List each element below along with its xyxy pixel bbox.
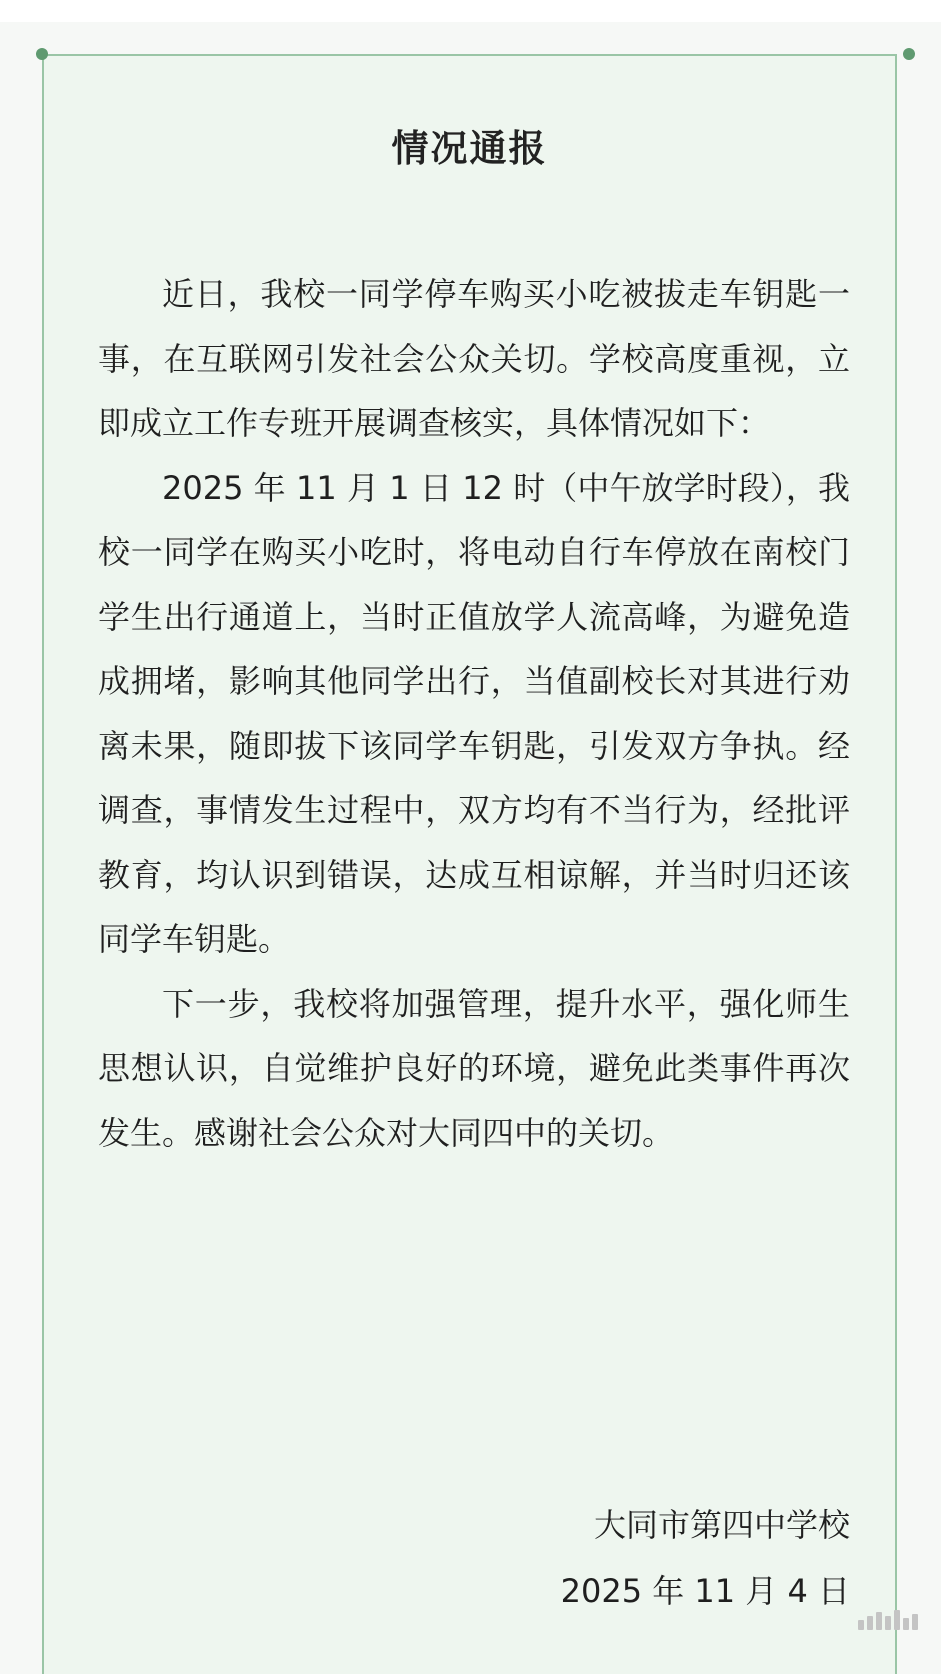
paragraph-intro: 近日，我校一同学停车购买小吃被拔走车钥匙一事，在互联网引发社会公众关切。学校高度重视，立即成立工作专班开展调查核实，具体情况如下： xyxy=(98,275,850,442)
watermark-icon xyxy=(858,1608,928,1630)
paragraph-details: 2025 年 11 月 1 日 12 时（中午放学时段），我校一同学在购买小吃时，将电动自行车停放在南校门学生出行通道上，当时正值放学人流高峰，为避免造成拥堵，影响其他同学出行，当值副校长对其进行劝离未果，随即拔下该同学车钥匙，引发双方争执。经调查，事情发生过程中，双方均有不当行为，经批评教育，均认识到错误，达成互相谅解，并当时归还该同学车钥匙。 xyxy=(98,468,850,958)
notice-body xyxy=(98,262,850,1165)
signature-date: 2025 年 11 月 4 日 xyxy=(560,1572,850,1610)
top-strip xyxy=(0,0,941,22)
signature-org: 大同市第四中学校 xyxy=(593,1506,850,1544)
corner-dot-right xyxy=(903,48,915,60)
paragraph-next-steps: 下一步，我校将加强管理，提升水平，强化师生思想认识，自觉维护良好的环境，避免此类事件再次发生。感谢社会公众对大同四中的关切。 xyxy=(98,984,850,1152)
notice-title: 情况通报 xyxy=(391,127,548,170)
corner-dot-left xyxy=(36,48,48,60)
